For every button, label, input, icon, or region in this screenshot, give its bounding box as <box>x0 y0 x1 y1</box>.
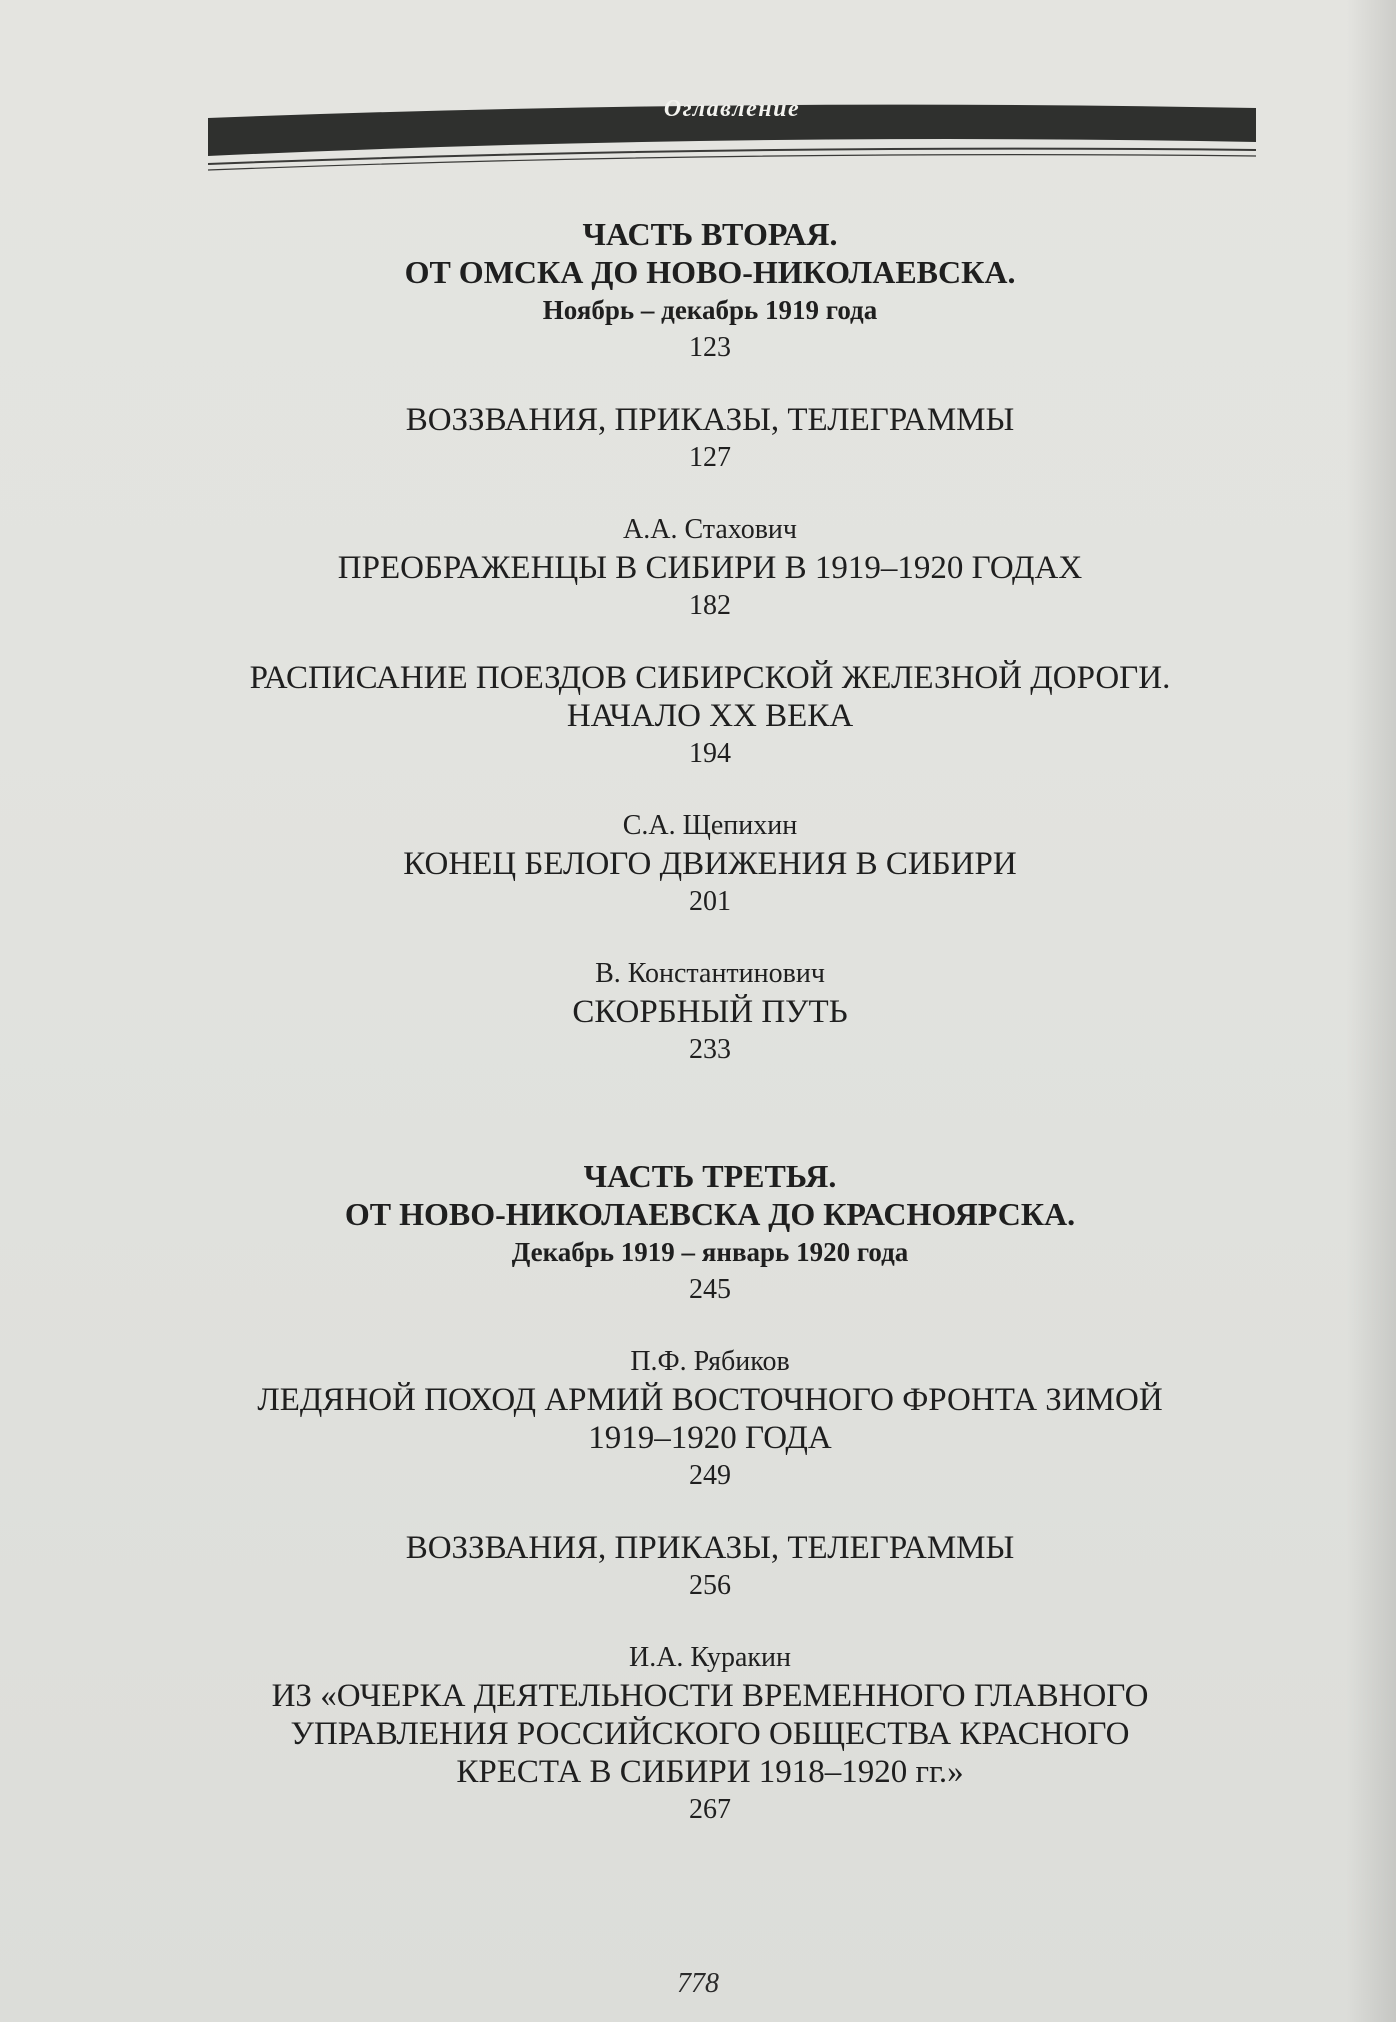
running-header <box>208 84 1256 174</box>
toc-entry <box>190 1343 1230 1495</box>
entry-title-line: СКОРБНЫЙ ПУТЬ <box>572 994 848 1030</box>
page-number: 267 <box>689 1794 731 1825</box>
page-shadow <box>1346 0 1396 2022</box>
entry-title-line: 1919–1920 ГОДА <box>588 1420 832 1456</box>
part-dates: Ноябрь – декабрь 1919 года <box>542 295 878 325</box>
toc-entry <box>190 807 1230 921</box>
part-dates: Декабрь 1919 – январь 1920 года <box>511 1237 909 1267</box>
entry-author: В. Константинович <box>595 958 825 989</box>
page-number: 256 <box>689 1570 731 1601</box>
part-title-line: ЧАСТЬ ВТОРАЯ. <box>582 216 838 252</box>
entry-title-line: КРЕСТА В СИБИРИ 1918–1920 гг.» <box>456 1754 964 1790</box>
page-number: 249 <box>689 1460 731 1491</box>
entry-author: П.Ф. Рябиков <box>630 1346 790 1377</box>
entry-title-line: ИЗ «ОЧЕРКА ДЕЯТЕЛЬНОСТИ ВРЕМЕННОГО ГЛАВНОГО <box>271 1678 1149 1714</box>
toc-entry <box>190 1639 1230 1829</box>
entry-title-line: КОНЕЦ БЕЛОГО ДВИЖЕНИЯ В СИБИРИ <box>403 846 1017 882</box>
part-title-line: ЧАСТЬ ТРЕТЬЯ. <box>583 1158 837 1194</box>
entry-title-line: ПРЕОБРАЖЕНЦЫ В СИБИРИ В 1919–1920 ГОДАХ <box>337 550 1083 586</box>
part-title-line: ОТ ОМСКА ДО НОВО-НИКОЛАЕВСКА. <box>404 254 1016 290</box>
entry-title-line: ВОЗЗВАНИЯ, ПРИКАЗЫ, ТЕЛЕГРАММЫ <box>405 402 1015 438</box>
toc-entry <box>190 955 1230 1069</box>
entry-title-line: ВОЗЗВАНИЯ, ПРИКАЗЫ, ТЕЛЕГРАММЫ <box>405 1530 1015 1566</box>
part-title-line: ОТ НОВО-НИКОЛАЕВСКА ДО КРАСНОЯРСКА. <box>344 1196 1076 1232</box>
entry-title-line: ЛЕДЯНОЙ ПОХОД АРМИЙ ВОСТОЧНОГО ФРОНТА ЗИМОЙ <box>257 1382 1163 1418</box>
toc-entry <box>190 401 1230 477</box>
toc-part-entry <box>190 1157 1230 1309</box>
entry-author: И.А. Куракин <box>628 1642 791 1673</box>
entry-title-line: НАЧАЛО XX ВЕКА <box>566 698 854 734</box>
page-folio-number: 778 <box>677 1968 719 1999</box>
page-number: 201 <box>689 886 731 917</box>
page-number: 127 <box>689 442 731 473</box>
page-number: 123 <box>689 332 731 363</box>
page-number: 245 <box>689 1274 731 1305</box>
toc-entry <box>190 1529 1230 1605</box>
page-number: 182 <box>689 590 731 621</box>
entry-author: А.А. Стахович <box>623 514 797 545</box>
toc-part-entry <box>190 215 1230 367</box>
entry-title-line: РАСПИСАНИЕ ПОЕЗДОВ СИБИРСКОЙ ЖЕЛЕЗНОЙ ДОРОГИ. <box>249 660 1171 696</box>
table-of-contents <box>190 215 1230 1829</box>
header-title: Оглавление <box>663 96 801 122</box>
entry-author: С.А. Щепихин <box>622 810 798 841</box>
toc-entry <box>190 659 1230 773</box>
entry-title-line: УПРАВЛЕНИЯ РОССИЙСКОГО ОБЩЕСТВА КРАСНОГО <box>290 1716 1130 1752</box>
page-number: 233 <box>689 1034 731 1065</box>
toc-entry <box>190 511 1230 625</box>
page-number: 194 <box>689 738 731 769</box>
